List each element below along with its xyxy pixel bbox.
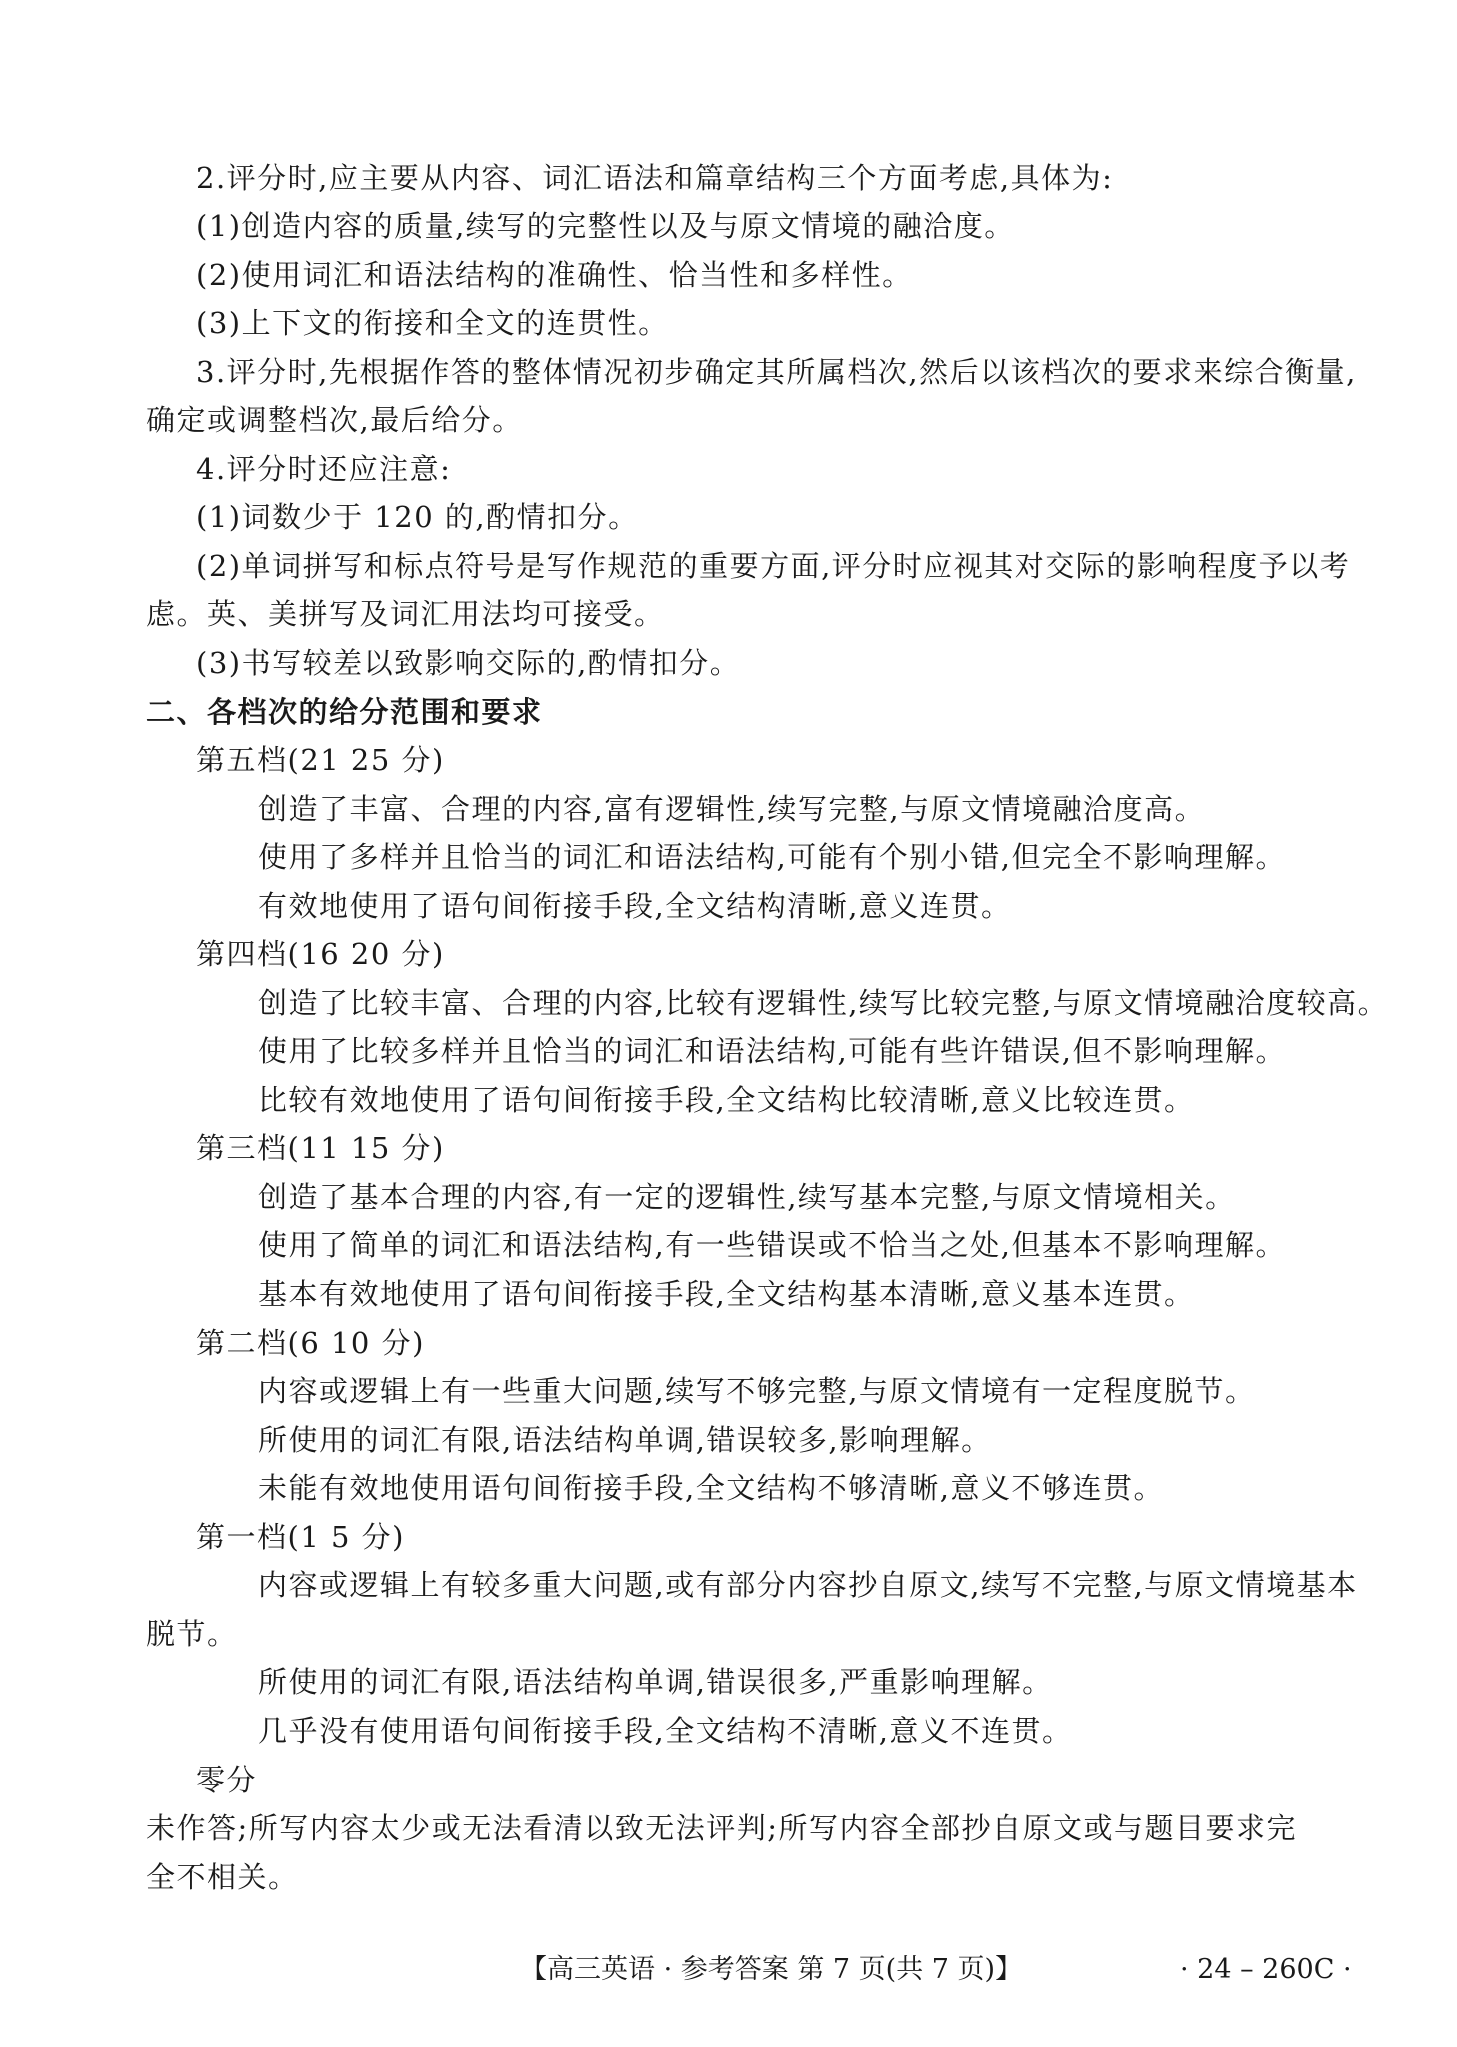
item-4-2-line-2: 虑。英、美拼写及词汇用法均可接受。 bbox=[146, 597, 665, 631]
band-5-line: 有效地使用了语句间衔接手段,全文结构清晰,意义连贯。 bbox=[258, 889, 1012, 923]
page-footer-code: · 24 – 260C · bbox=[1180, 1954, 1352, 1985]
band-2-title: 第二档(6 10 分) bbox=[196, 1326, 425, 1360]
band-4-line: 比较有效地使用了语句间衔接手段,全文结构比较清晰,意义比较连贯。 bbox=[258, 1083, 1195, 1117]
item-2-1: (1)创造内容的质量,续写的完整性以及与原文情境的融洽度。 bbox=[196, 209, 1015, 243]
item-2: 2.评分时,应主要从内容、词汇语法和篇章结构三个方面考虑,具体为: bbox=[196, 161, 1114, 195]
band-4-title: 第四档(16 20 分) bbox=[196, 937, 445, 971]
band-1-line: 几乎没有使用语句间衔接手段,全文结构不清晰,意义不连贯。 bbox=[258, 1714, 1073, 1748]
band-3-line: 使用了简单的词汇和语法结构,有一些错误或不恰当之处,但基本不影响理解。 bbox=[258, 1228, 1286, 1262]
band-3-line: 基本有效地使用了语句间衔接手段,全文结构基本清晰,意义基本连贯。 bbox=[258, 1277, 1195, 1311]
band-3-title: 第三档(11 15 分) bbox=[196, 1131, 445, 1165]
band-1-line: 内容或逻辑上有较多重大问题,或有部分内容抄自原文,续写不完整,与原文情境基本 bbox=[258, 1568, 1358, 1602]
section-2-heading: 二、各档次的给分范围和要求 bbox=[146, 695, 543, 729]
band-4-line: 使用了比较多样并且恰当的词汇和语法结构,可能有些许错误,但不影响理解。 bbox=[258, 1034, 1286, 1068]
item-4-3: (3)书写较差以致影响交际的,酌情扣分。 bbox=[196, 646, 741, 680]
band-4-line: 创造了比较丰富、合理的内容,比较有逻辑性,续写比较完整,与原文情境融洽度较高。 bbox=[258, 986, 1389, 1020]
band-0-line: 全不相关。 bbox=[146, 1860, 299, 1894]
band-0-title: 零分 bbox=[196, 1763, 258, 1797]
item-4: 4.评分时还应注意: bbox=[196, 452, 452, 486]
item-3-line-2: 确定或调整档次,最后给分。 bbox=[146, 403, 523, 437]
band-0-line: 未作答;所写内容太少或无法看清以致无法评判;所写内容全部抄自原文或与题目要求完 bbox=[146, 1811, 1298, 1845]
page-footer-title: 【高三英语 · 参考答案 第 7 页(共 7 页)】 bbox=[520, 1954, 1023, 1985]
band-5-line: 使用了多样并且恰当的词汇和语法结构,可能有个别小错,但完全不影响理解。 bbox=[258, 840, 1286, 874]
band-1-line: 脱节。 bbox=[146, 1617, 238, 1651]
item-3-line-1: 3.评分时,先根据作答的整体情况初步确定其所属档次,然后以该档次的要求来综合衡量, bbox=[196, 355, 1357, 389]
band-5-title: 第五档(21 25 分) bbox=[196, 743, 445, 777]
band-2-line: 所使用的词汇有限,语法结构单调,错误较多,影响理解。 bbox=[258, 1423, 992, 1457]
band-2-line: 内容或逻辑上有一些重大问题,续写不够完整,与原文情境有一定程度脱节。 bbox=[258, 1374, 1256, 1408]
item-2-2: (2)使用词汇和语法结构的准确性、恰当性和多样性。 bbox=[196, 258, 913, 292]
band-2-line: 未能有效地使用语句间衔接手段,全文结构不够清晰,意义不够连贯。 bbox=[258, 1471, 1164, 1505]
band-1-title: 第一档(1 5 分) bbox=[196, 1520, 405, 1554]
band-5-line: 创造了丰富、合理的内容,富有逻辑性,续写完整,与原文情境融洽度高。 bbox=[258, 792, 1206, 826]
band-1-line: 所使用的词汇有限,语法结构单调,错误很多,严重影响理解。 bbox=[258, 1665, 1053, 1699]
item-4-2-line-1: (2)单词拼写和标点符号是写作规范的重要方面,评分时应视其对交际的影响程度予以考 bbox=[196, 549, 1351, 583]
band-3-line: 创造了基本合理的内容,有一定的逻辑性,续写基本完整,与原文情境相关。 bbox=[258, 1180, 1236, 1214]
item-2-3: (3)上下文的衔接和全文的连贯性。 bbox=[196, 306, 669, 340]
item-4-1: (1)词数少于 120 的,酌情扣分。 bbox=[196, 500, 639, 534]
